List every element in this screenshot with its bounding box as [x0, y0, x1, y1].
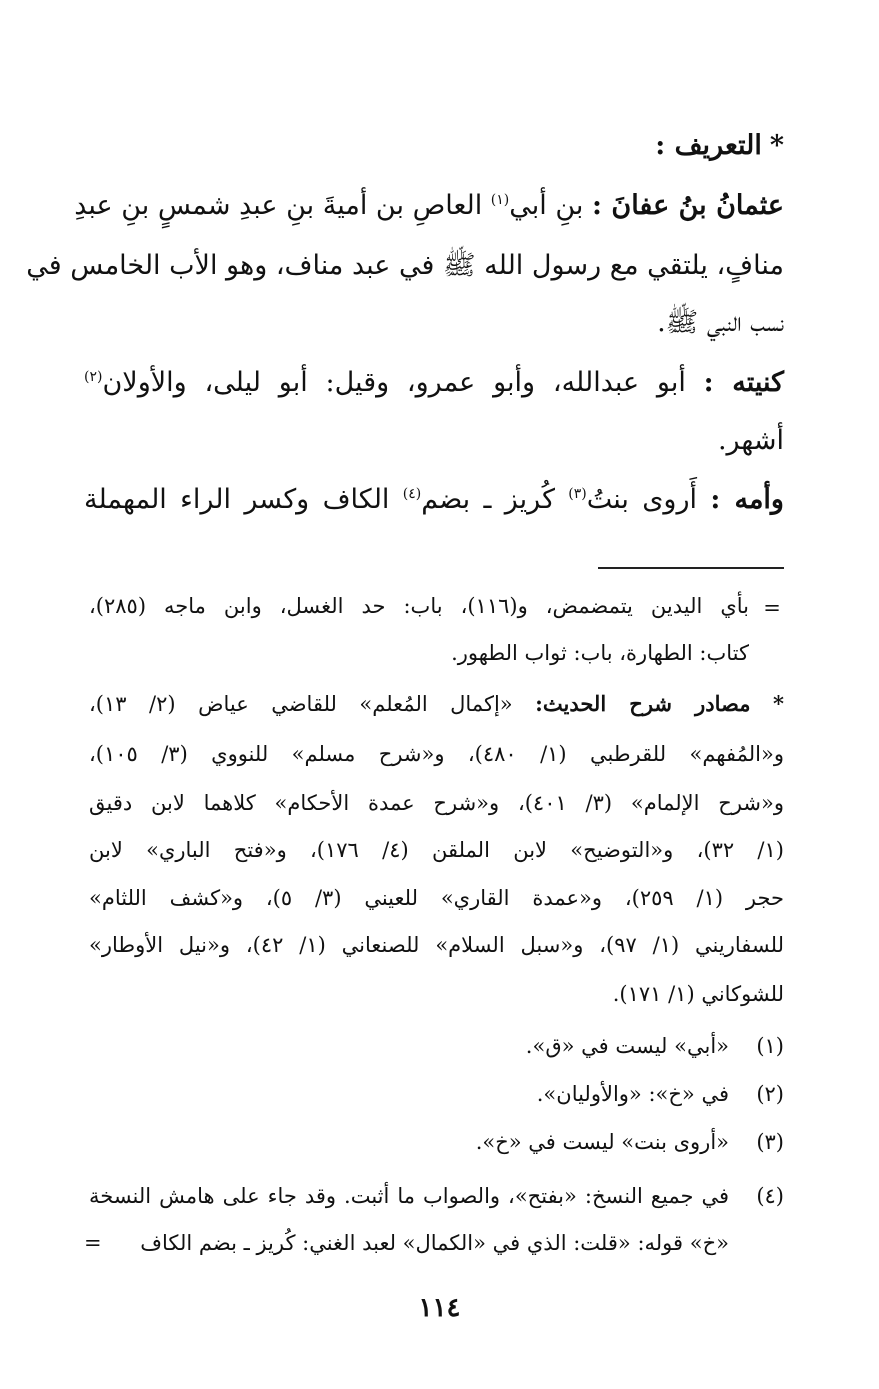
footnote-text: في «خ»: «والأوليان». — [536, 1082, 729, 1106]
footnote-number: (٤) — [756, 1184, 784, 1208]
footnote-line: بأي اليدين يتمضمض، و(١١٦)، باب: حد الغسل، وابن ماجه (٢٨٥)، — [89, 594, 749, 618]
body-line-3 — [84, 305, 784, 341]
continuation-marker: = — [763, 596, 781, 620]
footnote-ref-4: (٤) — [402, 486, 422, 502]
footnote-ref-2: (٢) — [84, 369, 103, 385]
footnote-line: كتاب: الطهارة، باب: ثواب الطهور. — [451, 641, 749, 665]
body-text: الكاف وكسر الراء المهملة — [84, 484, 403, 515]
asterisk-marker: * — [769, 130, 784, 161]
sources-line-1: * مصادر شرح الحديث: «إكمال المُعلم» للقاضي عياض (٢/ ١٣)، — [89, 691, 784, 716]
footnote-number: (٣) — [756, 1130, 784, 1154]
body-text: كُريز ـ بضم — [421, 484, 569, 515]
footnote-text: «أبي» ليست في «ق». — [525, 1034, 729, 1058]
footnote-text: في جميع النسخ: «بفتح»، والصواب ما أثبت. وقد جاء على هامش النسخة — [89, 1184, 729, 1208]
body-line-6 — [84, 482, 784, 518]
footnote-separator — [598, 567, 784, 569]
sources-line: و«المُفهم» للقرطبي (١/ ٤٨٠)، و«شرح مسلم» للنووي (٣/ ١٠٥)، — [89, 742, 784, 766]
section-heading — [655, 128, 784, 164]
body-line-2 — [26, 248, 784, 284]
body-text: بنِ أبي — [509, 190, 593, 221]
sources-line: حجر (١/ ٢٥٩)، و«عمدة القاري» للعيني (٣/ ٥)، و«كشف اللثام» — [89, 886, 784, 910]
sources-label: مصادر شرح الحديث: — [535, 691, 751, 716]
kunya-label: كنيته : — [703, 367, 785, 398]
sources-line: و«شرح الإلمام» (٣/ ٤٠١)، و«شرح عمدة الأحكام» كلاهما لابن دقيق — [89, 791, 784, 815]
subject-name: عثمانُ بنُ عفانَ : — [592, 190, 784, 221]
body-line-5 — [84, 423, 784, 459]
footnote-text: «خ» قوله: «قلت: الذي في «الكمال» لعبد الغني: كُريز ـ بضم الكاف — [140, 1231, 729, 1255]
body-text: أشهر. — [717, 425, 784, 456]
page-number: ١١٤ — [418, 1293, 461, 1323]
body-line-4 — [84, 365, 784, 401]
body-text: نسب النبي ﷺ. — [657, 307, 784, 338]
body-text: أبو عبدالله، وأبو عمرو، وقيل: أبو ليلى، والأولان — [102, 367, 704, 398]
body-text: أَروى بنتُ — [586, 484, 711, 515]
footnote-number: (١) — [756, 1034, 784, 1058]
continuation-marker: = — [84, 1231, 102, 1255]
footnote-ref-3: (٣) — [568, 486, 587, 502]
mother-label: وأمه : — [710, 484, 784, 515]
sources-line: (١/ ٣٢)، و«التوضيح» لابن الملقن (٤/ ١٧٦)، و«فتح الباري» لابن — [89, 838, 784, 862]
sources-line: للشوكاني (١/ ١٧١). — [612, 982, 784, 1006]
sources-line: للسفاريني (١/ ٩٧)، و«سبل السلام» للصنعاني (١/ ٤٢)، و«نيل الأوطار» — [89, 933, 784, 957]
body-text: العاصِ بن أميةَ بنِ عبدِ شمسٍ بنِ عبدِ — [74, 190, 491, 221]
footnote-ref-1: (١) — [490, 192, 510, 208]
footnote-number: (٢) — [756, 1082, 784, 1106]
body-line-1 — [74, 188, 784, 224]
section-heading-label: التعريف : — [655, 130, 762, 161]
body-text: منافٍ، يلتقي مع رسول الله ﷺ في عبد مناف، وهو الأب الخامس في — [26, 250, 784, 281]
footnote-text: «أروى بنت» ليست في «خ». — [475, 1130, 729, 1154]
asterisk-marker: * — [772, 691, 784, 716]
